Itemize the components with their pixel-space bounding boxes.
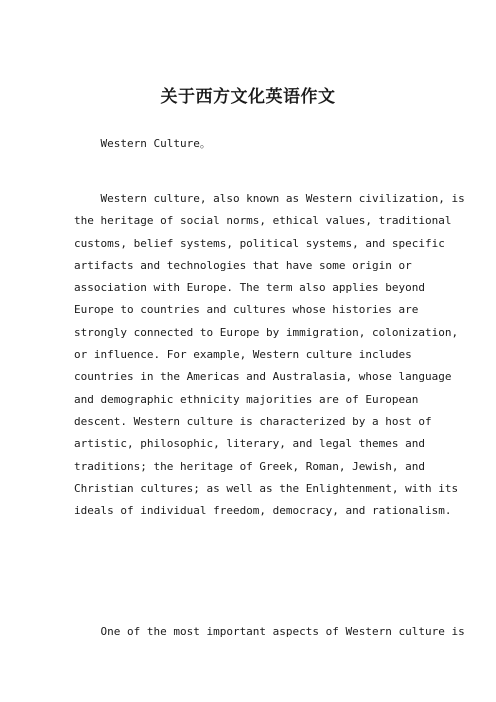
document-title: 关于西方文化英语作文 — [160, 87, 336, 107]
text-line: or influence. For example, Western culture includes — [74, 348, 412, 362]
text-line: One of the most important aspects of Western culture is — [74, 625, 465, 638]
text-line: Western Culture。 — [74, 137, 211, 150]
text-line: traditions; the heritage of Greek, Roman, Jewish, and — [74, 459, 425, 473]
text-line: countries in the Americas and Australasia, whose language — [74, 370, 452, 384]
text-line: Christian cultures; as well as the Enlightenment, with its — [74, 481, 459, 495]
paragraph-body — [74, 621, 465, 643]
text-line: artifacts and technologies that have some origin or — [74, 258, 412, 272]
text-line: and demographic ethnicity majorities are of European — [74, 392, 419, 406]
text-line: ideals of individual freedom, democracy, and rationalism. — [74, 504, 452, 518]
text-line: Europe to countries and cultures whose histories are — [74, 303, 419, 317]
text-line: descent. Western culture is characterized by a host of — [74, 414, 432, 428]
text-line: the heritage of social norms, ethical values, traditional — [74, 214, 452, 228]
paragraph-body — [74, 188, 465, 522]
text-line: Western culture, also known as Western civilization, is — [74, 192, 465, 205]
text-line: artistic, philosophic, literary, and legal themes and — [74, 437, 425, 451]
text-line: association with Europe. The term also applies beyond — [74, 281, 425, 295]
paragraph-heading — [74, 133, 432, 155]
text-line: strongly connected to Europe by immigration, colonization, — [74, 325, 459, 339]
text-line: customs, belief systems, political systems, and specific — [74, 236, 445, 250]
